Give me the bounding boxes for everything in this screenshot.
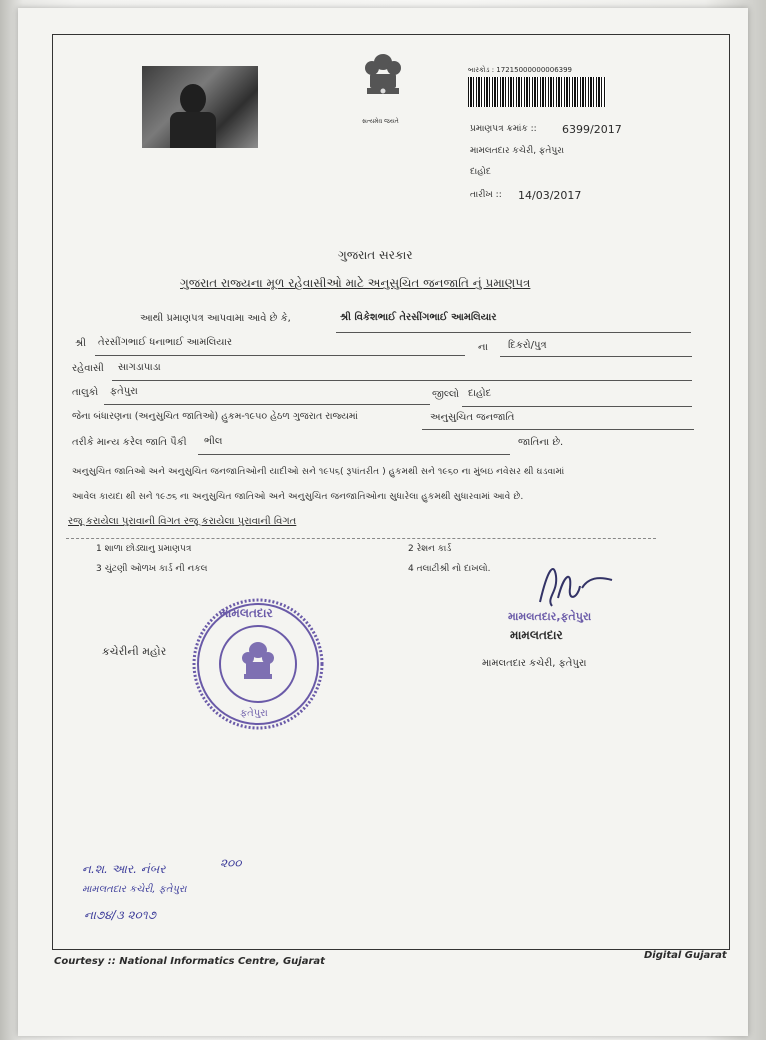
signature-stamp: મામલતદાર,ફતેપુરા bbox=[508, 610, 592, 623]
certificate-title: ગુજરાત રાજ્યના મૂળ રહેવાસીઓ માટે અનુસુચિત જનજાતિ નું પ્રમાણપત્ર bbox=[180, 276, 531, 290]
register-number-label: ન.શ. આર. નંબર bbox=[82, 862, 166, 876]
cert-number: 6399/2017 bbox=[562, 123, 622, 136]
cert-number-label: પ્રમાણપત્ર ક્રમાંક :: bbox=[470, 124, 537, 134]
issuing-office: મામલતદાર કચેરી, ફતેપુરા bbox=[470, 146, 565, 156]
footer-brand: Digital Gujarat bbox=[644, 950, 727, 961]
national-emblem-icon bbox=[358, 50, 408, 110]
emblem-caption: સત્યમેવ જયતે bbox=[362, 118, 399, 125]
resident-label: રહેવાસી bbox=[72, 363, 104, 374]
taluka-label: તાલુકો bbox=[72, 387, 99, 398]
date-label: તારીખ :: bbox=[470, 190, 502, 200]
caste-suffix: જાતિના છે. bbox=[518, 437, 564, 448]
footer-courtesy: Courtesy :: National Informatics Centre, Gujarat bbox=[54, 956, 325, 967]
father-name: તેરસીંગભાઈ ધનાભાઈ આમલિયાર bbox=[98, 337, 233, 348]
shri-label: શ્રી bbox=[75, 338, 87, 349]
stamp-top-text: મામલતદાર bbox=[220, 606, 273, 620]
district-label: જીલ્લો bbox=[432, 389, 460, 400]
caste-name: ભીલ bbox=[204, 436, 223, 447]
evidence-item: 4 તલાટીશ્રી નો દાખલો. bbox=[408, 564, 491, 574]
signature-icon bbox=[528, 558, 618, 614]
evidence-item: 3 ચુંટણી ઓળખ કાર્ડ ની નકલ bbox=[96, 564, 208, 574]
govt-heading: ગુજરાત સરકાર bbox=[338, 248, 413, 262]
barcode-number: બારકોડ : 17215000000006399 bbox=[468, 66, 573, 74]
office-seal-label: કચેરીની મહોર bbox=[102, 645, 167, 658]
district-name: દાહોદ bbox=[468, 388, 492, 399]
register-number: ૨૦૦ bbox=[220, 856, 242, 870]
constitution-text: જેના બંધારણના (અનુસુચિત જાતિઓ) હુકમ-૧૯૫૦ હેઠળ ગુજરાત રાજ્યમાં bbox=[72, 411, 358, 422]
register-office: મામલતદાર કચેરી, ફતેપુરા bbox=[82, 884, 187, 895]
taluka-name: ફતેપુરા bbox=[110, 386, 138, 397]
category-name: અનુસુચિત જનજાતિ bbox=[430, 412, 515, 423]
paragraph-line-2: આવેલ કાયદા થી સને ૧૯૭૬ ના અનુસુચિત જાતિઓ અને અનુસુચિત જનજાતિઓના સુધારેલા હુકમથી સુધારવામાં આવે છે. bbox=[72, 491, 524, 502]
recognized-label: તરીકે માન્ય કરેલ જાતિ પૈકી bbox=[72, 437, 187, 448]
header-district: દાહોદ bbox=[470, 167, 491, 177]
barcode bbox=[468, 77, 606, 107]
evidence-item: 1 શાળા છોડ્યાનુ પ્રમાણપત્ર bbox=[96, 544, 192, 554]
relation: દિકરો/પુત્ર bbox=[508, 340, 547, 351]
na-label: ના bbox=[478, 342, 488, 353]
evidence-heading: રજૂ કરાયેલા પુરાવાની વિગત રજૂ કરાયેલા પુરાવાની વિગત bbox=[68, 516, 297, 527]
applicant-photo bbox=[142, 66, 258, 148]
evidence-item: 2 રેશન કાર્ડ bbox=[408, 544, 452, 554]
village-name: સાગડાપાડા bbox=[118, 362, 161, 373]
issue-date: 14/03/2017 bbox=[518, 189, 582, 202]
certify-prefix: આથી પ્રમાણપત્ર આપવામા આવે છે કે, bbox=[140, 313, 291, 324]
applicant-name: શ્રી વિકેશભાઈ તેરસીંગભાઈ આમલિયાર bbox=[340, 312, 497, 323]
register-date: ના૭૪/૩ ૨૦૧૭ bbox=[84, 908, 156, 922]
signatory-title: મામલતદાર bbox=[510, 628, 563, 642]
signatory-office: મામલતદાર કચેરી, ફતેપુરા bbox=[482, 658, 587, 669]
stamp-bottom-text: ફતેપુરા bbox=[240, 708, 268, 719]
paragraph-line-1: અનુસુચિત જાતિઓ અને અનુસુચિત જનજાતિઓની યાદીઓ સને ૧૯૫૬( રૂપાંતરીત ) હુકમથી સને ૧૯૬૦ ના મુંબઇ નવેસર થી ઘડવામાં bbox=[72, 466, 565, 477]
